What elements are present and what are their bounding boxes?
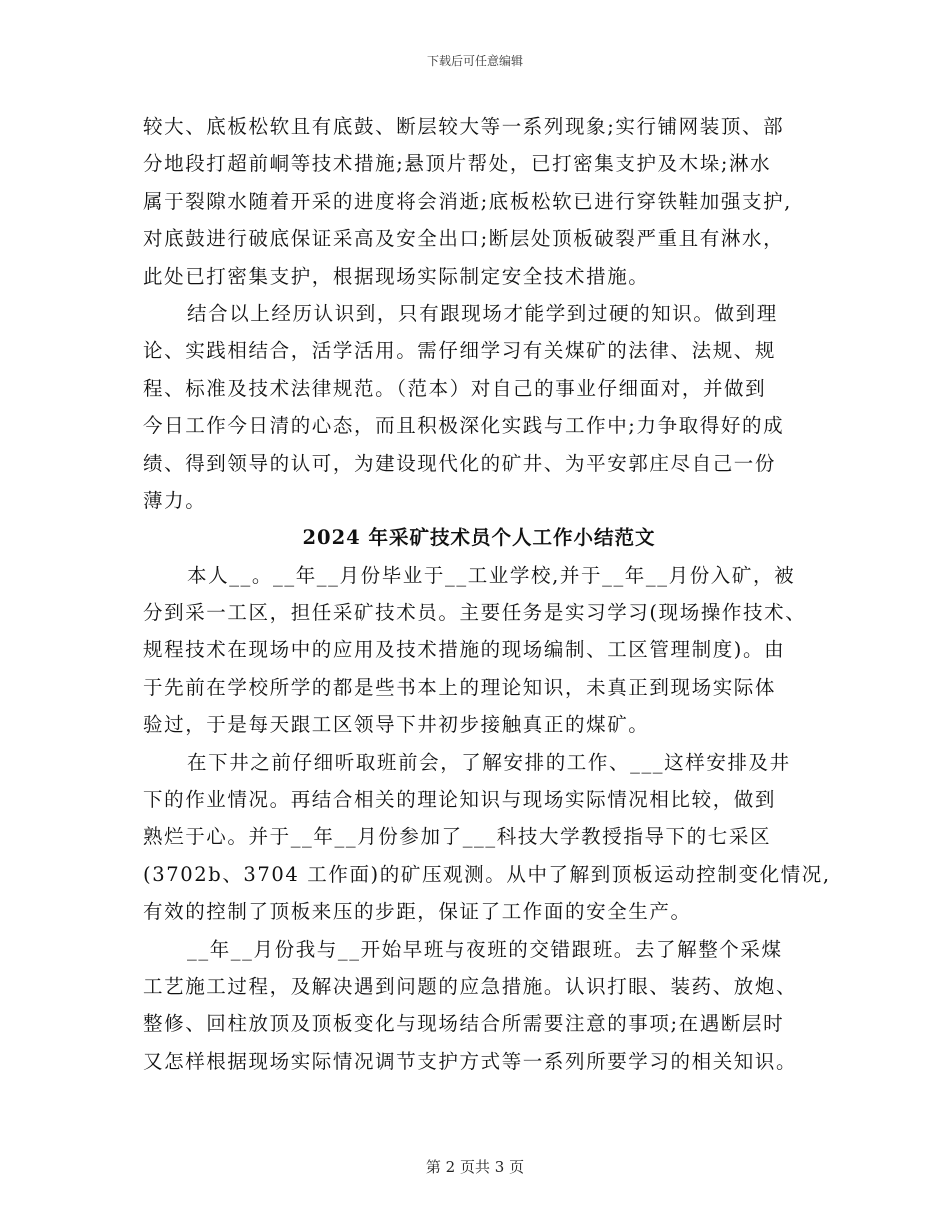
section-heading: 2024 年采矿技术员个人工作小结范文 bbox=[302, 526, 656, 550]
text-line: 下的作业情况。再结合相关的理论知识与现场实际情况相比较，做到 bbox=[143, 788, 777, 812]
text-line: 有效的控制了顶板来压的步距，保证了工作面的安全生产。 bbox=[143, 900, 692, 924]
text-line: 今日工作今日清的心态，而且积极深化实践与工作中;力争取得好的成 bbox=[143, 414, 785, 438]
text-line: 对底鼓进行破底保证采高及安全出口;断层处顶板破裂严重且有淋水， bbox=[143, 227, 785, 251]
text-line: 工艺施工过程，及解决遇到问题的应急措施。认识打眼、装药、放炮、 bbox=[143, 974, 798, 998]
paragraph bbox=[143, 744, 831, 931]
text-line: 薄力。 bbox=[143, 488, 207, 512]
page-header: 下载后可任意编辑 bbox=[426, 54, 523, 68]
text-line: 验过，于是每天跟工区领导下井初步接触真正的煤矿。 bbox=[143, 713, 650, 737]
paragraph bbox=[143, 931, 815, 1081]
text-line: __年__月份我与__开始早班与夜班的交错跟班。去了解整个采煤 bbox=[187, 937, 783, 961]
paragraph bbox=[143, 108, 815, 295]
document-body bbox=[143, 108, 831, 1080]
text-line: 规程技术在现场中的应用及技术措施的现场编制、工区管理制度)。由 bbox=[143, 638, 786, 662]
text-line: 结合以上经历认识到，只有跟现场才能学到过硬的知识。做到理 bbox=[187, 301, 778, 325]
text-line: 此处已打密集支护，根据现场实际制定安全技术措施。 bbox=[143, 264, 650, 288]
text-line: 于先前在学校所学的都是些书本上的理论知识，未真正到现场实际体 bbox=[143, 675, 777, 699]
text-line: 绩、得到领导的认可，为建设现代化的矿井、为平安郭庄尽自己一份 bbox=[143, 451, 777, 475]
paragraph bbox=[143, 557, 815, 744]
text-line: (3702b、3704 工作面)的矿压观测。从中了解到顶板运动控制变化情况, bbox=[143, 862, 831, 886]
text-line: 整修、回柱放顶及顶板变化与现场结合所需要注意的事项;在遇断层时 bbox=[143, 1012, 785, 1036]
text-line: 较大、底板松软且有底鼓、断层较大等一系列现象;实行铺网装顶、部 bbox=[143, 115, 785, 138]
text-line: 分到采一工区，担任采矿技术员。主要任务是实习学习(现场操作技术、 bbox=[143, 601, 807, 625]
text-line: 又怎样根据现场实际情况调节支护方式等一系列所要学习的相关知识。 bbox=[143, 1049, 798, 1073]
text-line: 属于裂隙水随着开采的进度将会消逝;底板松软已进行穿铁鞋加强支护, bbox=[143, 189, 792, 213]
text-line: 在下井之前仔细听取班前会，了解安排的工作、___这样安排及井 bbox=[187, 750, 791, 774]
text-line: 程、标准及技术法律规范。（范本）对自己的事业仔细面对，并做到 bbox=[143, 376, 767, 400]
text-line: 论、实践相结合，活学活用。需仔细学习有关煤矿的法律、法规、规 bbox=[143, 339, 777, 363]
text-line: 熟烂于心。并于__年__月份参加了___科技大学教授指导下的七采区 bbox=[143, 825, 772, 849]
page-footer: 第 2 页共 3 页 bbox=[425, 1158, 525, 1176]
text-line: 分地段打超前峒等技术措施;悬顶片帮处，已打密集支护及木垛;淋水 bbox=[143, 152, 772, 176]
paragraph bbox=[143, 295, 815, 519]
text-line: 本人__。__年__月份毕业于__工业学校,并于__年__月份入矿，被 bbox=[187, 563, 796, 587]
